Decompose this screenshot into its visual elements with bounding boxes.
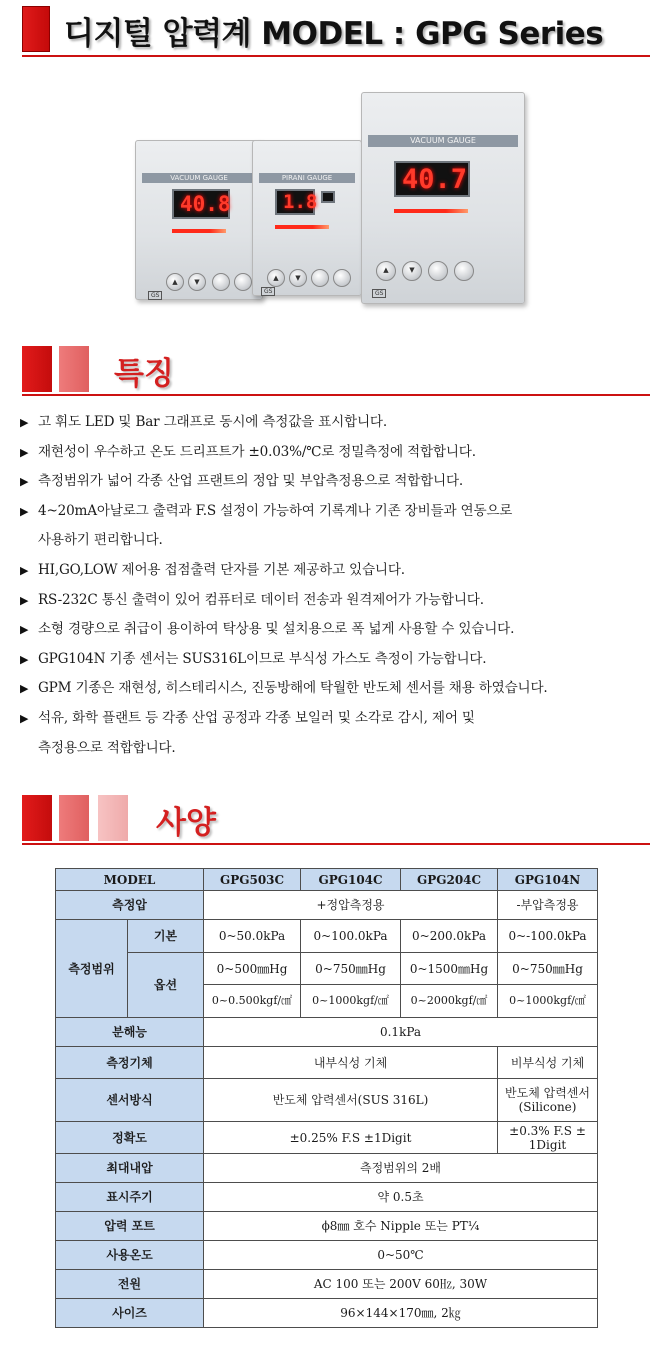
power-button-icon bbox=[454, 261, 474, 281]
table-row bbox=[56, 1299, 598, 1328]
mode-button-icon bbox=[212, 273, 230, 291]
gauge-display bbox=[275, 189, 318, 215]
mode-button-icon bbox=[428, 261, 448, 281]
product-photo bbox=[135, 92, 525, 307]
up-button-icon: ▲ bbox=[267, 269, 285, 287]
sub-row-label: 기본 bbox=[128, 920, 204, 953]
row-label: 사용온도 bbox=[56, 1241, 204, 1270]
arrow-bullet-icon: ▶ bbox=[20, 563, 29, 577]
table-row bbox=[56, 1079, 598, 1122]
spec-title: 사양 bbox=[156, 805, 216, 841]
feature-item: ▶ 재현성이 우수하고 온도 드리프트가 ±0.03%/℃로 정밀측정에 적합합니다. bbox=[20, 438, 645, 468]
section-block-red bbox=[22, 795, 52, 841]
page-header bbox=[22, 6, 650, 52]
spec-section-header bbox=[22, 795, 650, 847]
gauge-bar-graph bbox=[275, 225, 329, 229]
row-label: 사이즈 bbox=[56, 1299, 204, 1328]
gauge-reading: 1.8 bbox=[283, 191, 318, 213]
table-row bbox=[56, 920, 598, 953]
feature-item: ▶ RS-232C 통신 출력이 있어 컴퓨터로 데이터 전송과 원격제어가 가능합니다. bbox=[20, 586, 645, 616]
feature-item: ▶ HI,GO,LOW 제어용 접점출력 단자를 기본 제공하고 있습니다. bbox=[20, 556, 645, 586]
table-cell: ϕ8㎜ 호수 Nipple 또는 PT¼ bbox=[204, 1212, 598, 1241]
feature-item: ▶ 소형 경량으로 취급이 용이하여 탁상용 및 설치용으로 폭 넓게 사용할 수 있습니다. bbox=[20, 615, 645, 645]
table-cell: 0~0.500kgf/㎠ bbox=[204, 985, 301, 1018]
sub-row-label: 옵션 bbox=[128, 953, 204, 1018]
down-button-icon: ▼ bbox=[289, 269, 307, 287]
gauge-bar-graph bbox=[394, 209, 468, 213]
page-title: 디지털 압력계 MODEL : GPG Series bbox=[64, 16, 604, 52]
row-label: 압력 포트 bbox=[56, 1212, 204, 1241]
spec-table bbox=[55, 868, 598, 1328]
row-label: 전원 bbox=[56, 1270, 204, 1299]
table-cell: 약 0.5초 bbox=[204, 1183, 598, 1212]
power-button-icon bbox=[333, 269, 351, 287]
feature-item: ▶ GPM 기종은 재현성, 히스테리시스, 진동방해에 탁월한 반도체 센서를 채용 하였습니다. bbox=[20, 674, 645, 704]
model-name: GPG503C bbox=[204, 869, 301, 891]
gauge-unit-left bbox=[135, 140, 263, 300]
gauge-exponent-display bbox=[321, 191, 335, 203]
table-row bbox=[56, 1270, 598, 1299]
table-cell: 측정범위의 2배 bbox=[204, 1154, 598, 1183]
arrow-bullet-icon: ▶ bbox=[20, 475, 29, 489]
row-label: 분해능 bbox=[56, 1018, 204, 1047]
gauge-label: VACUUM GAUGE bbox=[368, 135, 518, 147]
model-label: MODEL bbox=[56, 869, 204, 891]
table-cell: 내부식성 기체 bbox=[204, 1047, 498, 1079]
table-cell: 0~2000kgf/㎠ bbox=[401, 985, 498, 1018]
table-row bbox=[56, 1047, 598, 1079]
gauge-label: PIRANI GAUGE bbox=[259, 173, 355, 183]
section-block-red bbox=[22, 346, 52, 392]
gauge-unit-middle bbox=[252, 140, 362, 296]
feature-item: ▶ 측정범위가 넓어 각종 산업 프랜트의 정압 및 부압측정용으로 적합합니다. bbox=[20, 467, 645, 497]
model-name: GPG204C bbox=[401, 869, 498, 891]
feature-item: ▶ 석유, 화학 플랜트 등 각종 산업 공정과 각종 보일러 및 소각로 감시, 제어 및 측정용으로 적합합니다. bbox=[20, 704, 645, 763]
table-row bbox=[56, 1183, 598, 1212]
arrow-bullet-icon: ▶ bbox=[20, 682, 29, 696]
section-divider bbox=[22, 394, 650, 396]
arrow-bullet-icon: ▶ bbox=[20, 593, 29, 607]
table-cell: 0~1000kgf/㎠ bbox=[498, 985, 598, 1018]
table-row bbox=[56, 1241, 598, 1270]
arrow-bullet-icon: ▶ bbox=[20, 623, 29, 637]
down-button-icon: ▼ bbox=[188, 273, 206, 291]
row-label: 측정압 bbox=[56, 891, 204, 920]
table-header-row bbox=[56, 869, 598, 891]
gauge-reading: 40.7 bbox=[402, 164, 468, 195]
table-cell: 반도체 압력센서(SUS 316L) bbox=[204, 1079, 498, 1122]
table-cell: 0~-100.0kPa bbox=[498, 920, 598, 953]
feature-item: ▶ 고 휘도 LED 및 Bar 그래프로 동시에 측정값을 표시합니다. bbox=[20, 408, 645, 438]
table-cell: ±0.25% F.S ±1Digit bbox=[204, 1122, 498, 1154]
table-cell: AC 100 또는 200V 60㎐, 30W bbox=[204, 1270, 598, 1299]
arrow-bullet-icon: ▶ bbox=[20, 652, 29, 666]
table-row bbox=[56, 891, 598, 920]
row-label: 최대내압 bbox=[56, 1154, 204, 1183]
gauge-display bbox=[172, 189, 230, 219]
arrow-bullet-icon: ▶ bbox=[20, 416, 29, 429]
gauge-unit-right bbox=[361, 92, 525, 304]
up-button-icon: ▲ bbox=[376, 261, 396, 281]
header-divider bbox=[22, 55, 650, 57]
brand-logo: GS bbox=[148, 291, 162, 300]
table-row bbox=[56, 1154, 598, 1183]
section-block-light-pink bbox=[98, 795, 128, 841]
model-name: GPG104N bbox=[498, 869, 598, 891]
table-cell: 0~500㎜Hg bbox=[204, 953, 301, 985]
arrow-bullet-icon: ▶ bbox=[20, 711, 29, 725]
gauge-reading: 40.8 bbox=[180, 192, 231, 216]
feature-item: ▶ GPG104N 기종 센서는 SUS316L이므로 부식성 가스도 측정이 가능합니다. bbox=[20, 645, 645, 675]
table-row bbox=[56, 1212, 598, 1241]
table-row bbox=[56, 1018, 598, 1047]
model-name: GPG104C bbox=[301, 869, 401, 891]
feature-item: ▶ 4~20mA아날로그 출력과 F.S 설정이 가능하여 기록계나 기존 장비들과 연동으로 사용하기 편리합니다. bbox=[20, 497, 645, 556]
row-label: 정확도 bbox=[56, 1122, 204, 1154]
table-cell: +정압측정용 bbox=[204, 891, 498, 920]
table-cell: ±0.3% F.S ± 1Digit bbox=[498, 1122, 598, 1154]
table-row bbox=[56, 953, 598, 985]
table-cell: 0~1000kgf/㎠ bbox=[301, 985, 401, 1018]
table-cell: 0~1500㎜Hg bbox=[401, 953, 498, 985]
arrow-bullet-icon: ▶ bbox=[20, 504, 29, 518]
table-cell: 비부식성 기체 bbox=[498, 1047, 598, 1079]
features-title: 특징 bbox=[114, 356, 174, 392]
row-label: 측정기체 bbox=[56, 1047, 204, 1079]
gauge-bar-graph bbox=[172, 229, 226, 233]
table-cell: 0~50.0kPa bbox=[204, 920, 301, 953]
power-button-icon bbox=[234, 273, 252, 291]
table-row bbox=[56, 1122, 598, 1154]
table-cell: 0~100.0kPa bbox=[301, 920, 401, 953]
table-cell: 0~50℃ bbox=[204, 1241, 598, 1270]
brand-logo: GS bbox=[372, 289, 386, 298]
features-section-header bbox=[22, 346, 650, 398]
section-divider bbox=[22, 843, 650, 845]
row-label: 센서방식 bbox=[56, 1079, 204, 1122]
row-label: 측정범위 bbox=[56, 920, 128, 1018]
down-button-icon: ▼ bbox=[402, 261, 422, 281]
arrow-bullet-icon: ▶ bbox=[20, 445, 29, 459]
table-cell: 0~750㎜Hg bbox=[301, 953, 401, 985]
table-cell: -부압측정용 bbox=[498, 891, 598, 920]
table-cell: 0~750㎜Hg bbox=[498, 953, 598, 985]
section-block-pink bbox=[59, 795, 89, 841]
gauge-display bbox=[394, 161, 470, 197]
table-cell: 반도체 압력센서 (Silicone) bbox=[498, 1079, 598, 1122]
brand-logo: GS bbox=[261, 287, 275, 296]
mode-button-icon bbox=[311, 269, 329, 287]
row-label: 표시주기 bbox=[56, 1183, 204, 1212]
table-cell: 0.1kPa bbox=[204, 1018, 598, 1047]
table-cell: 0~200.0kPa bbox=[401, 920, 498, 953]
section-block-pink bbox=[59, 346, 89, 392]
feature-list bbox=[20, 408, 645, 763]
up-button-icon: ▲ bbox=[166, 273, 184, 291]
gauge-label: VACUUM GAUGE bbox=[142, 173, 256, 183]
table-cell: 96×144×170㎜, 2㎏ bbox=[204, 1299, 598, 1328]
header-red-block bbox=[22, 6, 50, 52]
